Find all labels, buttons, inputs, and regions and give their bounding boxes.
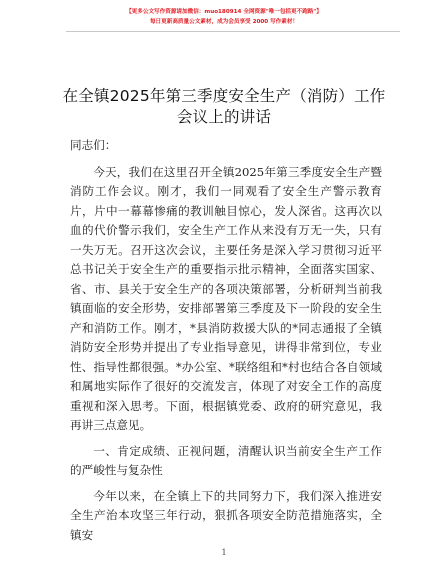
header-divider [66,31,400,32]
paragraph-section-1: 今年以来，在全镇上下的共同努力下，我们深入推进安全生产治本攻坚三年行动，狠抓各项安全防范措施落实，全镇安 [70,488,382,542]
document-body [70,136,382,551]
promo-banner-line-2: 每日更新高质量公文素材，成为会员享受 2000 写作素材！ [149,19,299,25]
paragraph-intro: 今天，我们在这里召开全镇2025年第三季度安全生产暨消防工作会议。刚才，我们一同观看了安全生产警示教育片，片中一幕幕惨痛的教训触目惊心，发人深省。这再次以血的代价警示我们，安全生产工作从来没有万无一失，只有一失万无。召开这次会议，主要任务是深入学习贯彻习近平总书记关于安全生产的重要指示批示精神，全面落实国家、省、市、县关于安全生产的各项决策部署，分析研判当前我镇面临的安全形势，安排部署第三季度及下一阶段的安全生产和消防工作。刚才，*县消防救援大队的*同志通报了全镇消防安全形势并提出了专业指导意见，讲得非常到位，专业性、指导性都很强。*办公室、*联络组和*村也结合各自领域和属地实际作了很好的交流发言，体现了对安全工作的高度重视和深入思考。下面，根据镇党委、政府的研究意见，我再讲三点意见。 [70,164,382,432]
title-line-2: 会议上的讲话 [176,108,272,126]
section-heading-1: 一、肯定成绩、正视问题，清醒认识当前安全生产工作的严峻性与复杂性 [70,443,382,477]
promo-banner-line-1: 【更多公文写作资源请加微信：muo180914 全网资源"唯一包括更不跑路"】 [126,9,322,15]
title-line-1: 在全镇2025年第三季度安全生产（消防）工作 [62,87,386,105]
salutation: 同志们： [70,138,117,152]
page-number: 1 [221,548,227,557]
document-title [40,86,408,128]
